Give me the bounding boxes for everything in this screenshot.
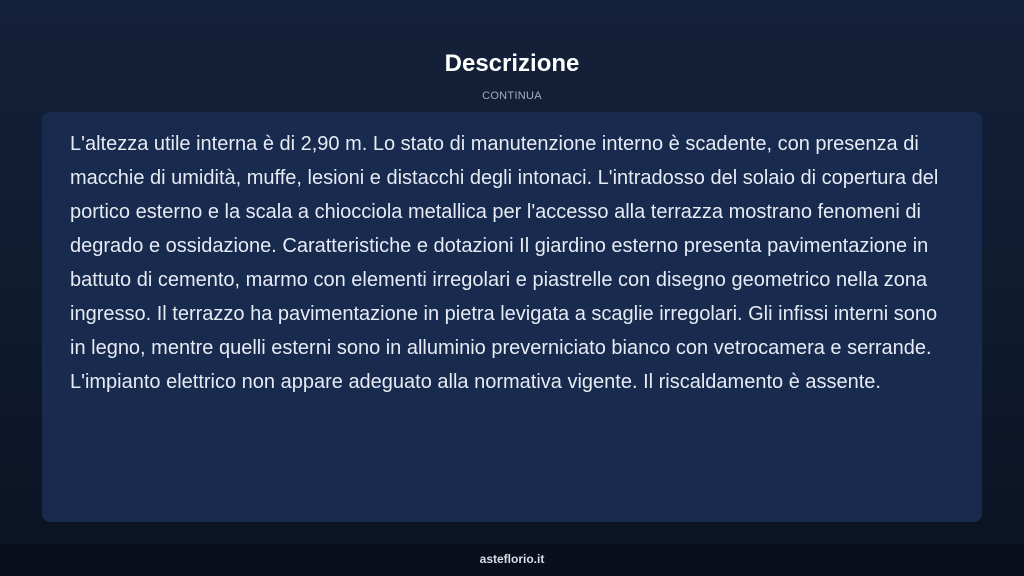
description-card [42, 112, 982, 522]
footer-bar [0, 544, 1024, 576]
continue-label: CONTINUA [482, 90, 542, 102]
page-title: Descrizione [444, 50, 580, 77]
description-text: L'altezza utile interna è di 2,90 m. Lo stato di manutenzione interno è scadente, con presenza di macchie di umidità, muffe, lesioni e distacchi degli intonaci. L'intradosso del solaio di copertura del portico esterno e la scala a chiocciola metallica per l'accesso alla terrazza mostrano fenomeni di degrado e ossidazione. Caratteristiche e dotazioni Il giardino esterno presenta pavimentazione in battuto di cemento, marmo con elementi irregolari e piastrelle con disegno geometrico nella zona ingresso. Il terrazzo ha pavimentazione in pietra levigata a scaglie irregolari. Gli infissi interni sono in legno, mentre quelli esterni sono in alluminio preverniciato bianco con vetrocamera e serrande. L'impianto elettrico non appare adeguato alla normativa vigente. Il riscaldamento è assente. [70, 133, 939, 393]
footer-site-name: asteflorio.it [479, 552, 545, 566]
